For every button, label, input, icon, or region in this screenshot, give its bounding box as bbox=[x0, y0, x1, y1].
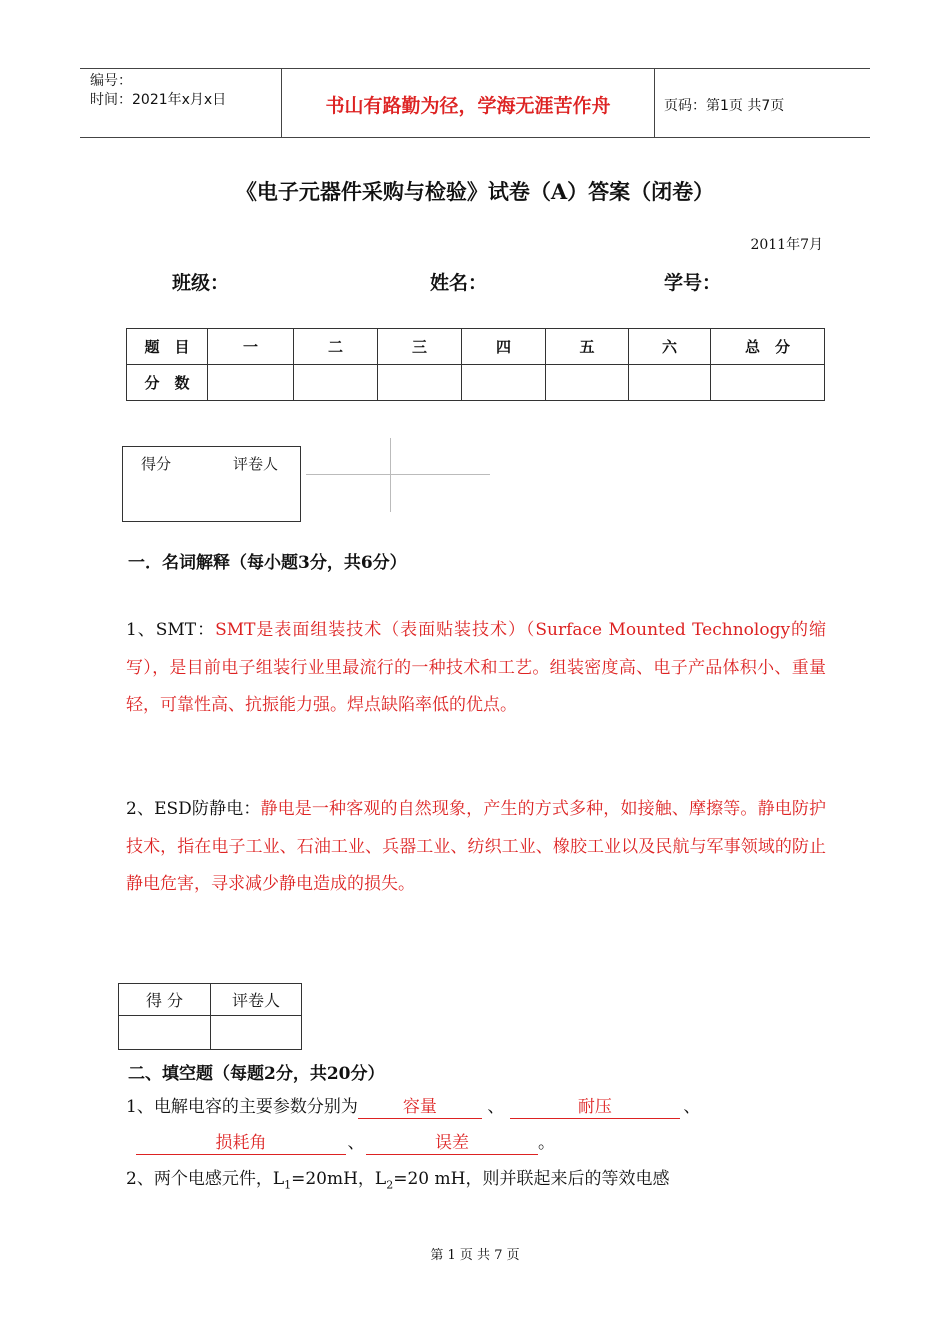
table-cell bbox=[208, 365, 294, 401]
grader-box bbox=[122, 446, 301, 522]
grader-label: 评卷人 bbox=[211, 984, 302, 1016]
answer-blank: 耐压 bbox=[510, 1096, 680, 1119]
fill-question-1-line1 bbox=[126, 1089, 704, 1125]
score-table bbox=[126, 328, 825, 401]
separator: 、 bbox=[683, 1097, 701, 1117]
table-cell: 五 bbox=[546, 329, 629, 365]
answer-blank: 容量 bbox=[358, 1096, 482, 1119]
table-cell: 一 bbox=[208, 329, 294, 365]
table-cell bbox=[462, 365, 546, 401]
fill-question-1-line2 bbox=[136, 1125, 555, 1161]
subscript: 1 bbox=[284, 1178, 292, 1192]
table-cell bbox=[211, 1016, 302, 1050]
question-text: 1、电解电容的主要参数分别为 bbox=[126, 1097, 358, 1117]
score-label: 得分 bbox=[141, 455, 172, 473]
time-label: 时间：2021年x月x日 bbox=[90, 92, 227, 108]
page-footer: 第 1 页 共 7 页 bbox=[430, 1248, 520, 1263]
question-2 bbox=[126, 791, 826, 904]
table-cell: 六 bbox=[629, 329, 711, 365]
table-cell: 总 分 bbox=[711, 329, 825, 365]
exam-title: 《电子元器件采购与检验》试卷（A）答案（闭卷） bbox=[235, 179, 715, 204]
motto: 书山有路勤为径，学海无涯苦作舟 bbox=[325, 95, 611, 117]
subscript: 2 bbox=[386, 1178, 394, 1192]
table-row bbox=[119, 984, 302, 1016]
section-title: 二、填空题（每题2分，共20分） bbox=[128, 1064, 385, 1084]
fill-question-2 bbox=[126, 1161, 669, 1203]
question-text: =20 mH，则并联起来后的等效电感 bbox=[393, 1169, 670, 1189]
divider-line bbox=[390, 438, 391, 512]
exam-date: 2011年7月 bbox=[750, 237, 823, 253]
table-cell bbox=[294, 365, 378, 401]
header-meta bbox=[90, 72, 226, 110]
answer-blank: 损耗角 bbox=[136, 1132, 346, 1155]
question-label: 2、ESD防静电： bbox=[126, 799, 261, 819]
header-divider bbox=[654, 69, 655, 137]
table-cell: 分 数 bbox=[127, 365, 208, 401]
table-row bbox=[119, 1016, 302, 1050]
question-text: 2、两个电感元件，L bbox=[126, 1169, 285, 1189]
page-header bbox=[80, 68, 870, 138]
question-label: 1、SMT： bbox=[126, 620, 216, 640]
table-cell: 三 bbox=[378, 329, 462, 365]
name-field: 姓名： bbox=[430, 272, 488, 294]
grader-label: 评卷人 bbox=[233, 455, 279, 473]
table-cell bbox=[629, 365, 711, 401]
table-cell bbox=[378, 365, 462, 401]
grader-table bbox=[118, 983, 302, 1050]
table-cell bbox=[119, 1016, 211, 1050]
number-label: 编号： bbox=[90, 73, 132, 89]
separator: 、 bbox=[347, 1133, 365, 1153]
answer-blank: 误差 bbox=[366, 1132, 538, 1155]
table-cell: 四 bbox=[462, 329, 546, 365]
table-row bbox=[127, 329, 825, 365]
section-title: 一．名词解释（每小题3分，共6分） bbox=[128, 553, 407, 573]
id-field: 学号： bbox=[664, 272, 722, 294]
score-label: 得 分 bbox=[119, 984, 211, 1016]
table-cell bbox=[711, 365, 825, 401]
answer-text: 静电是一种客观的自然现象，产生的方式多种，如接触、摩擦等。静电防护技术，指在电子工业、石油工业、兵器工业、纺织工业、橡胶工业以及民航与军事领域的防止静电危害，寻求减少静电造成的损失。 bbox=[126, 799, 826, 894]
table-cell: 二 bbox=[294, 329, 378, 365]
page-info: 页码：第1页 共7页 bbox=[664, 98, 785, 114]
question-1 bbox=[126, 612, 826, 725]
answer-text: SMT是表面组装技术（表面贴装技术）（Surface Mounted Technology的缩写），是目前电子组装行业里最流行的一种技术和工艺。组装密度高、电子产品体积小、重量轻，可靠性高、抗振能力强。焊点缺陷率低的优点。 bbox=[126, 620, 826, 715]
table-cell: 题 目 bbox=[127, 329, 208, 365]
divider-line bbox=[306, 474, 490, 475]
class-field: 班级： bbox=[172, 272, 230, 294]
separator: 、 bbox=[487, 1097, 505, 1117]
table-row bbox=[127, 365, 825, 401]
end-mark: 。 bbox=[538, 1133, 555, 1153]
table-cell bbox=[546, 365, 629, 401]
question-text: =20mH，L bbox=[291, 1169, 387, 1189]
